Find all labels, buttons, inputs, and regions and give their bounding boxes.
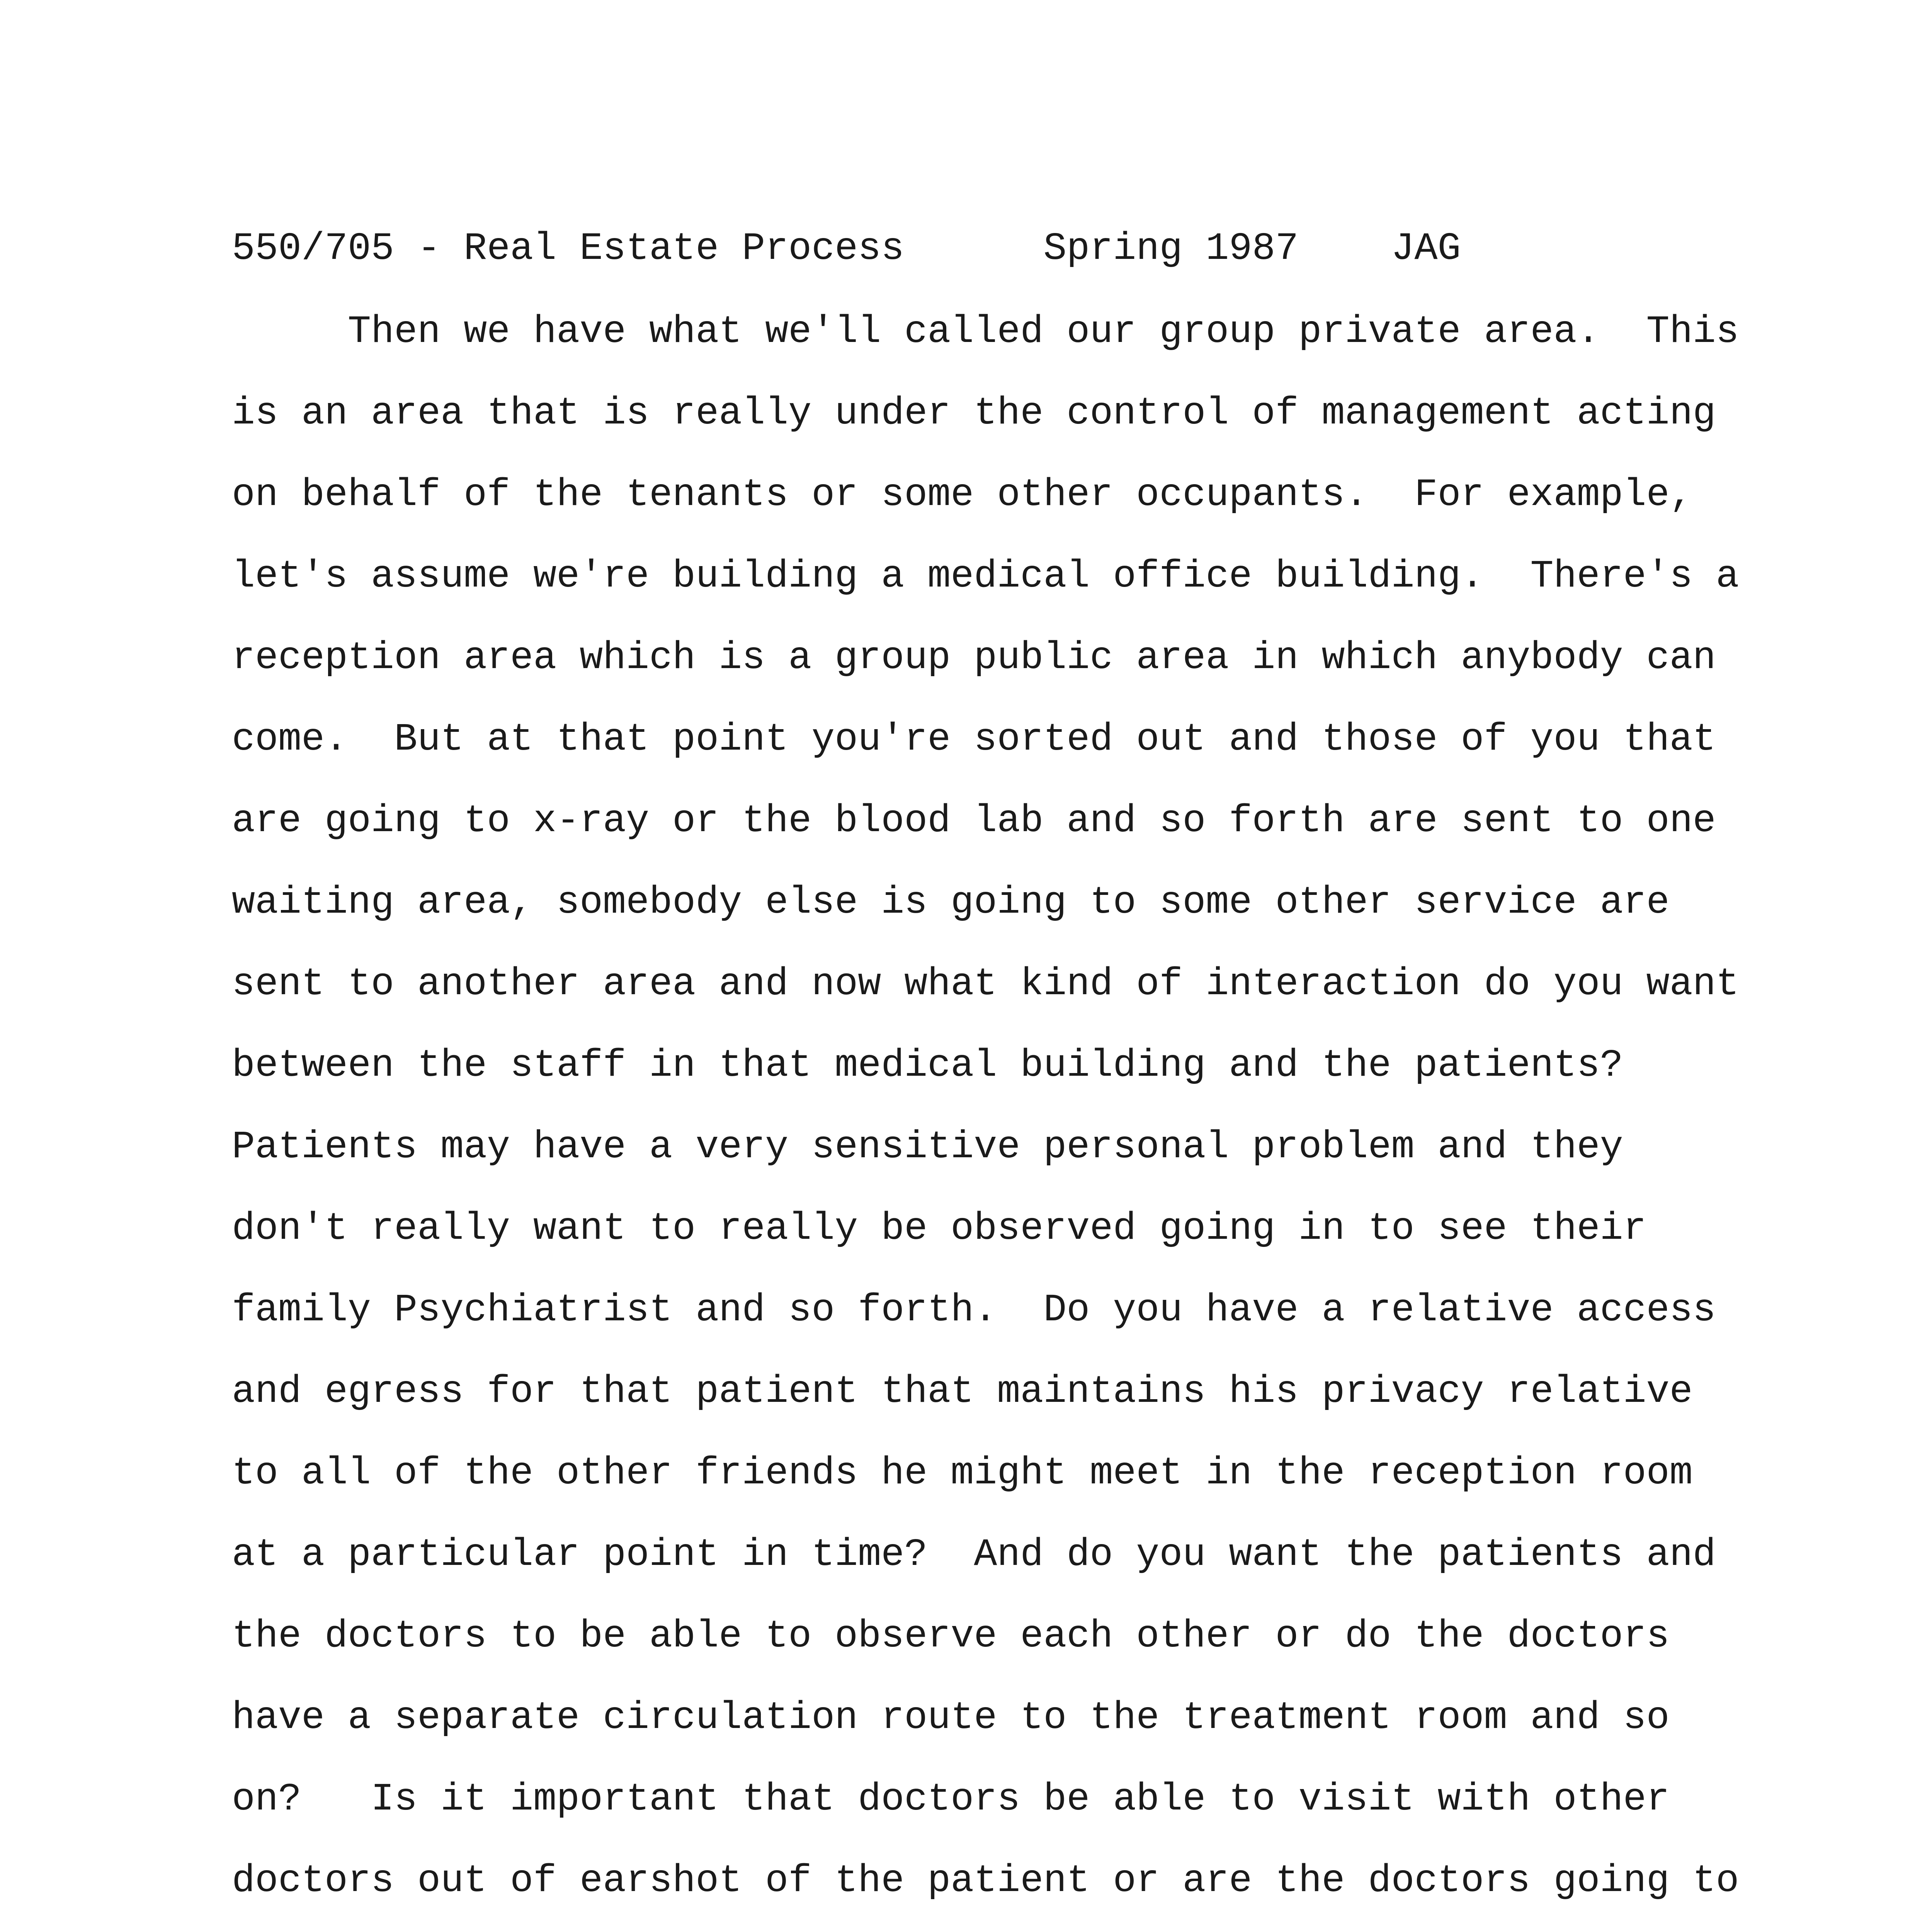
- text-line: family Psychiatrist and so forth. Do you have a relative access: [232, 1289, 1716, 1332]
- text-line: Patients may have a very sensitive personal problem and they: [232, 1126, 1623, 1169]
- text-line: at a particular point in time? And do you want the patients and: [232, 1533, 1716, 1577]
- text-line: don't really want to really be observed going in to see their: [232, 1207, 1646, 1251]
- text-line: let's assume we're building a medical office building. There's a: [232, 555, 1739, 599]
- text-line: between the staff in that medical building and the patients?: [232, 1044, 1623, 1088]
- text-line: are going to x-ray or the blood lab and so forth are sent to one: [232, 799, 1716, 843]
- text-line: reception area which is a group public area in which anybody can: [232, 636, 1716, 680]
- author-initials: JAG: [1391, 227, 1461, 271]
- text-line: the doctors to be able to observe each other or do the doctors: [232, 1615, 1670, 1658]
- page-header: [232, 226, 1461, 272]
- text-line: come. But at that point you're sorted out and those of you that: [232, 718, 1716, 762]
- text-line: on behalf of the tenants or some other occupants. For example,: [232, 473, 1693, 517]
- text-line: waiting area, somebody else is going to some other service are: [232, 881, 1670, 925]
- text-line: to all of the other friends he might meet in the reception room: [232, 1452, 1693, 1495]
- text-line: and egress for that patient that maintains his privacy relative: [232, 1370, 1693, 1414]
- text-line: is an area that is really under the control of management acting: [232, 392, 1716, 435]
- text-line: Then we have what we'll called our group private area. This: [232, 310, 1739, 354]
- term-label: Spring 1987: [1043, 227, 1299, 271]
- text-line: doctors out of earshot of the patient or are the doctors going to: [232, 1859, 1739, 1903]
- course-title: 550/705 - Real Estate Process: [232, 227, 905, 271]
- text-line: have a separate circulation route to the treatment room and so: [232, 1696, 1670, 1740]
- text-line: sent to another area and now what kind of interaction do you want: [232, 963, 1739, 1006]
- body-text: [232, 309, 1777, 1932]
- text-line: on? Is it important that doctors be able to visit with other: [232, 1778, 1670, 1821]
